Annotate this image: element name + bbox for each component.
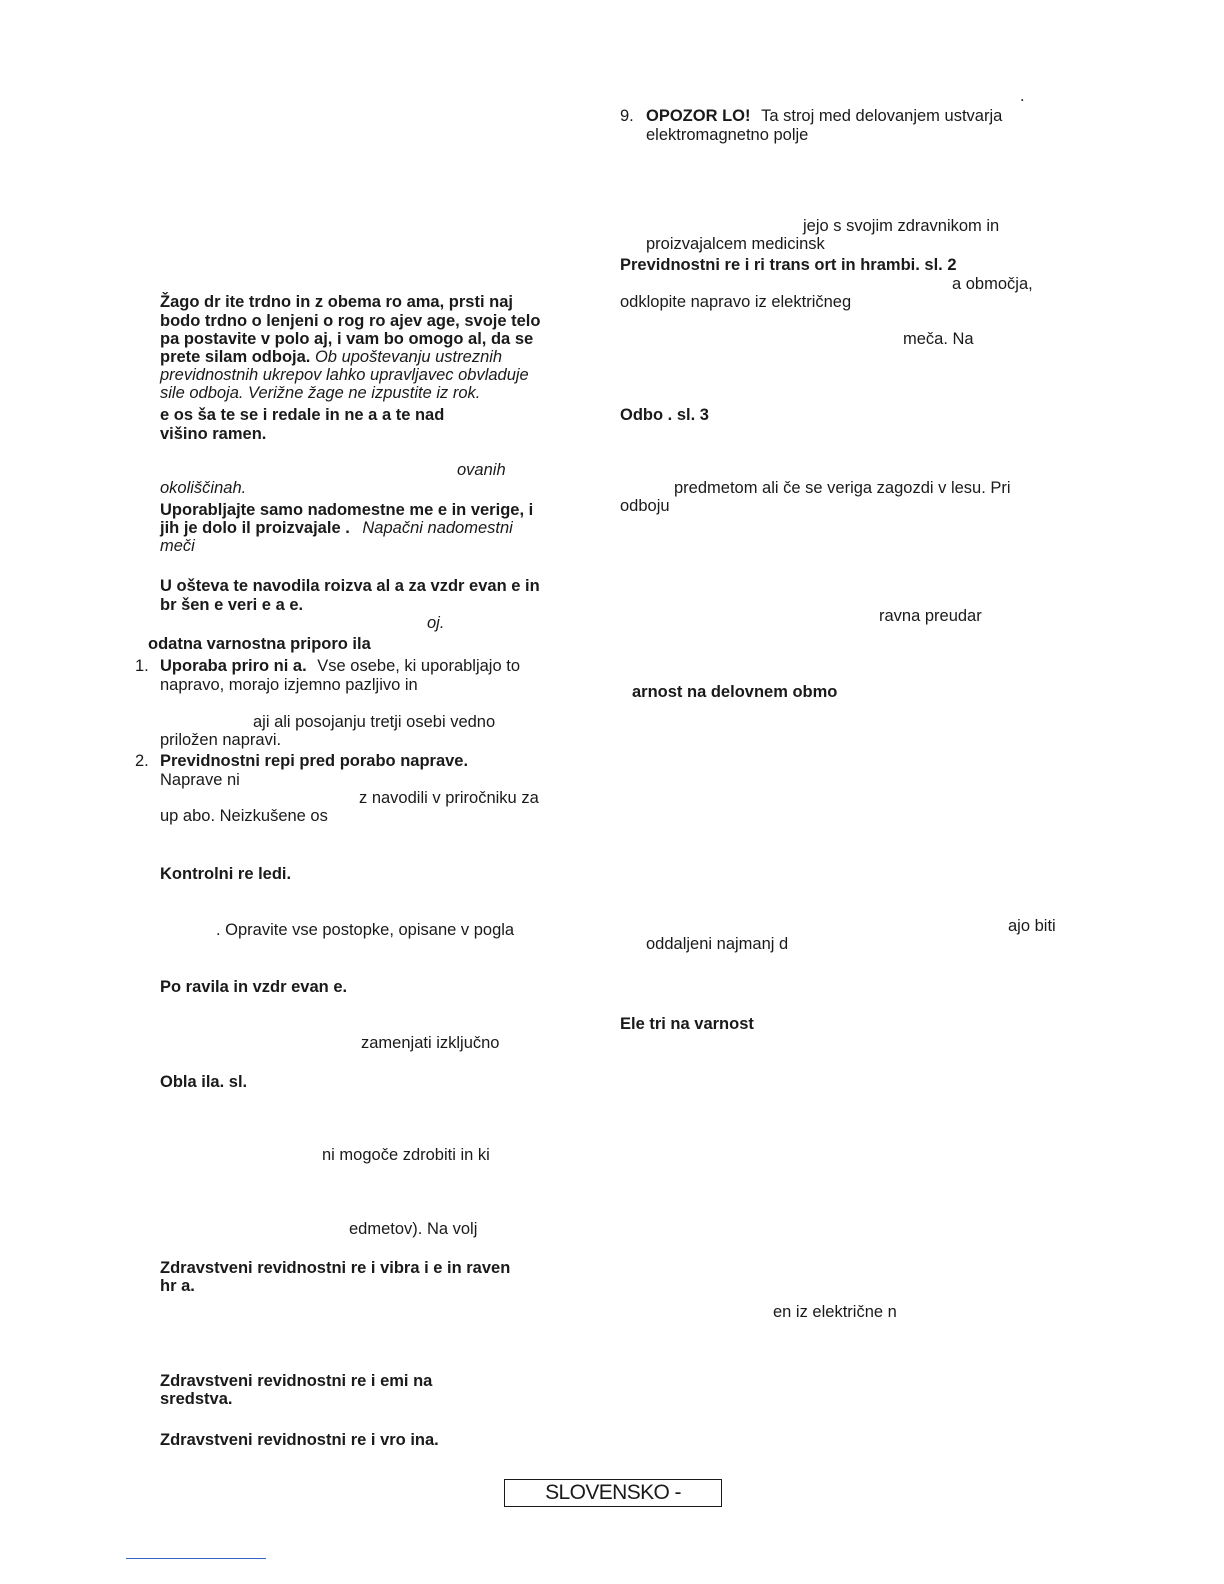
- footer-rule: [126, 1558, 266, 1559]
- list-item-9-text-2: elektromagnetno polje: [646, 126, 809, 144]
- repairs-heading: Po ravila in vzdr evan e.: [160, 978, 348, 996]
- saw-grip-line-1: Žago dr ite trdno in z obema ro ama, prsti naj: [160, 293, 513, 311]
- saw-grip-line-5: previdnostnih ukrepov lahko upravljavec obvladuje: [160, 366, 529, 384]
- saw-grip-line-4-italic: Ob upoštevanju ustreznih: [314, 348, 503, 366]
- transport-text-1: a območja,: [952, 275, 1033, 293]
- list-item-1-number: 1.: [135, 657, 149, 675]
- kickback-text-1: predmetom ali če se veriga zagozdi v lesu. Pri: [674, 479, 1011, 497]
- kickback-text-2: odboju: [620, 497, 670, 515]
- transport-text-3: meča. Na: [903, 330, 974, 348]
- kickback-heading: Odbo . sl. 3: [620, 406, 709, 424]
- work-area-heading: arnost na delovnem obmo: [632, 683, 838, 701]
- electrical-heading: Ele tri na varnost: [620, 1015, 754, 1033]
- electrical-text: en iz električne n: [773, 1303, 897, 1321]
- work-area-text-1: ajo biti: [1008, 917, 1056, 935]
- replacement-line-2-bold: jih je dolo il proizvajale .: [160, 519, 350, 537]
- saw-grip-line-4-bold: prete silam odboja.: [160, 348, 311, 366]
- list-item-1-title: Uporaba priro ni a.: [160, 657, 307, 675]
- clothing-text-1: ni mogoče zdrobiti in ki: [322, 1146, 490, 1164]
- list-item-9-text-3: jejo s svojim zdravnikom in: [803, 217, 1000, 235]
- clothing-text-2: edmetov). Na volj: [349, 1220, 478, 1238]
- saw-grip-line-3: pa postavite v polo aj, i vam bo omogo al, da se: [160, 330, 534, 348]
- list-item-9-text-1: Ta stroj med delovanjem ustvarja: [761, 107, 1003, 125]
- list-item-9-number: 9.: [620, 107, 634, 125]
- list-item-2-text-1: Naprave ni: [160, 771, 240, 789]
- circumstances-line-2: okoliščinah.: [160, 479, 247, 497]
- additional-recommendations-heading: odatna varnostna priporo ila: [148, 635, 371, 653]
- replacement-line-3: meči: [160, 537, 195, 555]
- list-item-1-text-3: aji ali posojanju tretji osebi vedno: [253, 713, 496, 731]
- circumstances-line-1: ovanih: [457, 461, 506, 479]
- chemicals-line-1: Zdravstveni revidnostni re i emi na: [160, 1372, 433, 1390]
- manufacturer-line-3: oj.: [427, 614, 445, 632]
- repairs-text: zamenjati izključno: [361, 1034, 500, 1052]
- clothing-heading: Obla ila. sl.: [160, 1073, 248, 1091]
- control-checks-text: . Opravite vse postopke, opisane v pogla: [216, 921, 515, 939]
- control-checks-heading: Kontrolni re ledi.: [160, 865, 292, 883]
- vibration-line-1: Zdravstveni revidnostni re i vibra i e in raven: [160, 1259, 511, 1277]
- replacement-line-2: [160, 519, 513, 537]
- list-item-1-line-1: [160, 657, 520, 675]
- list-item-9-line-1: [646, 107, 1002, 125]
- heat-heading: Zdravstveni revidnostni re i vro ina.: [160, 1431, 439, 1449]
- list-item-1-text-4: priložen napravi.: [160, 731, 282, 749]
- saw-grip-line-2: bodo trdno o lenjeni o rog ro ajev age, svoje telo: [160, 312, 541, 330]
- list-item-2-text-2: z navodili v priročniku za: [359, 789, 539, 807]
- chemicals-line-2: sredstva.: [160, 1390, 233, 1408]
- list-item-2-text-3: up abo. Neizkušene os: [160, 807, 328, 825]
- replacement-line-1: Uporabljajte samo nadomestne me e in verige, i: [160, 501, 534, 519]
- language-footer-label: SLOVENSKO -: [504, 1479, 722, 1507]
- transport-text-2: odklopite napravo iz električneg: [620, 293, 852, 311]
- vibration-line-2: hr a.: [160, 1277, 195, 1295]
- manufacturer-line-2: br šen e veri e a e.: [160, 596, 304, 614]
- list-item-1-text-1: Vse osebe, ki uporabljajo to: [317, 657, 520, 675]
- stray-dot: .: [1020, 87, 1025, 105]
- list-item-2-number: 2.: [135, 752, 149, 770]
- list-item-9-text-4: proizvajalcem medicinsk: [646, 235, 825, 253]
- shoulder-line-1: e os ša te se i redale in ne a a te nad: [160, 406, 445, 424]
- work-area-text-2: oddaljeni najmanj d: [646, 935, 789, 953]
- transport-heading: Previdnostni re i ri trans ort in hrambi. sl. 2: [620, 256, 957, 274]
- replacement-line-2-italic: Napačni nadomestni: [362, 519, 513, 537]
- list-item-1-text-2: napravo, morajo izjemno pazljivo in: [160, 676, 418, 694]
- manufacturer-line-1: U ošteva te navodila roizva al a za vzdr evan e in: [160, 577, 540, 595]
- saw-grip-line-6: sile odboja. Verižne žage ne izpustite iz rok.: [160, 384, 481, 402]
- shoulder-line-2: višino ramen.: [160, 425, 267, 443]
- kickback-text-3: ravna preudar: [879, 607, 982, 625]
- list-item-2-title: Previdnostni repi pred porabo naprave.: [160, 752, 469, 770]
- saw-grip-line-4: [160, 348, 502, 366]
- list-item-9-title: OPOZOR LO!: [646, 107, 751, 125]
